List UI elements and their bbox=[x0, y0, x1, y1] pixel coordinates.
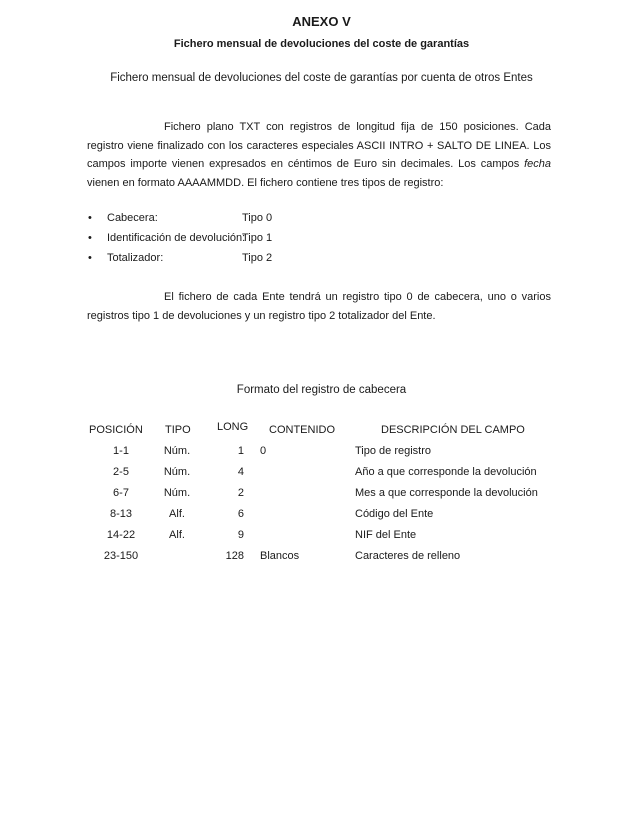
cell-long: 6 bbox=[237, 508, 244, 520]
cell-long: 1 bbox=[237, 445, 244, 457]
header-contenido: CONTENIDO bbox=[269, 424, 335, 436]
cell-posicion: 1-1 bbox=[113, 445, 129, 457]
cell-tipo: Núm. bbox=[163, 487, 191, 499]
intro-text-italic: fecha bbox=[524, 158, 551, 170]
header-long: LONG bbox=[217, 421, 249, 433]
cell-descripcion: Año a que corresponde la devolución bbox=[355, 466, 537, 478]
cell-posicion: 14-22 bbox=[106, 529, 136, 541]
list-item-value: Tipo 0 bbox=[242, 212, 273, 224]
cell-tipo: Alf. bbox=[169, 529, 185, 541]
page-subtitle: Fichero mensual de devoluciones del coste de garantías bbox=[173, 38, 470, 50]
cell-contenido: 0 bbox=[260, 445, 267, 457]
intro-paragraph bbox=[87, 118, 551, 192]
bullet-icon: • bbox=[88, 232, 92, 244]
table-title: Formato del registro de cabecera bbox=[236, 384, 407, 396]
cell-tipo: Núm. bbox=[163, 466, 191, 478]
cell-descripcion: NIF del Ente bbox=[355, 529, 417, 541]
intro-text-start: Fichero plano TXT con registros de longitud fija de 150 posiciones. Cada registro viene finalizado con los caracteres especiales ASCII INTRO + SALTO DE LINEA. Los campos importe vienen expresados en céntimos de Euro sin decimales. Los campos bbox=[87, 121, 551, 170]
cell-descripcion: Código del Ente bbox=[355, 508, 434, 520]
cell-long: 2 bbox=[237, 487, 244, 499]
cell-tipo: Núm. bbox=[163, 445, 191, 457]
cell-posicion: 6-7 bbox=[113, 487, 129, 499]
cell-posicion: 23-150 bbox=[103, 550, 139, 562]
cell-tipo: Alf. bbox=[169, 508, 185, 520]
list-item-value: Tipo 1 bbox=[242, 232, 273, 244]
cell-posicion: 2-5 bbox=[113, 466, 129, 478]
intro-text-end: vienen en formato AAAAMMDD. El fichero contiene tres tipos de registro: bbox=[87, 176, 444, 189]
entity-paragraph: El fichero de cada Ente tendrá un registro tipo 0 de cabecera, uno o varios registros tipo 1 de devoluciones y un registro tipo 2 totalizador del Ente. bbox=[87, 291, 551, 322]
cell-long: 4 bbox=[237, 466, 244, 478]
cell-contenido: Blancos bbox=[260, 550, 300, 562]
cell-posicion: 8-13 bbox=[109, 508, 133, 520]
section-heading: Fichero mensual de devoluciones del coste de garantías por cuenta de otros Entes bbox=[110, 72, 533, 84]
cell-descripcion: Mes a que corresponde la devolución bbox=[355, 487, 538, 499]
list-item-label: Cabecera: bbox=[107, 212, 158, 224]
list-item-label: Totalizador: bbox=[107, 252, 164, 264]
bullet-icon: • bbox=[88, 212, 92, 224]
header-descripcion: DESCRIPCIÓN DEL CAMPO bbox=[381, 424, 525, 436]
bullet-icon: • bbox=[88, 252, 92, 264]
cell-long: 128 bbox=[225, 550, 244, 562]
list-item-value: Tipo 2 bbox=[242, 252, 273, 264]
header-posicion: POSICIÓN bbox=[89, 424, 143, 436]
cell-long: 9 bbox=[237, 529, 244, 541]
page-title: ANEXO V bbox=[292, 14, 351, 29]
cell-descripcion: Caracteres de relleno bbox=[355, 550, 461, 562]
header-tipo: TIPO bbox=[165, 424, 191, 436]
cell-descripcion: Tipo de registro bbox=[355, 445, 432, 457]
list-item-label: Identificación de devolución: bbox=[107, 232, 246, 244]
